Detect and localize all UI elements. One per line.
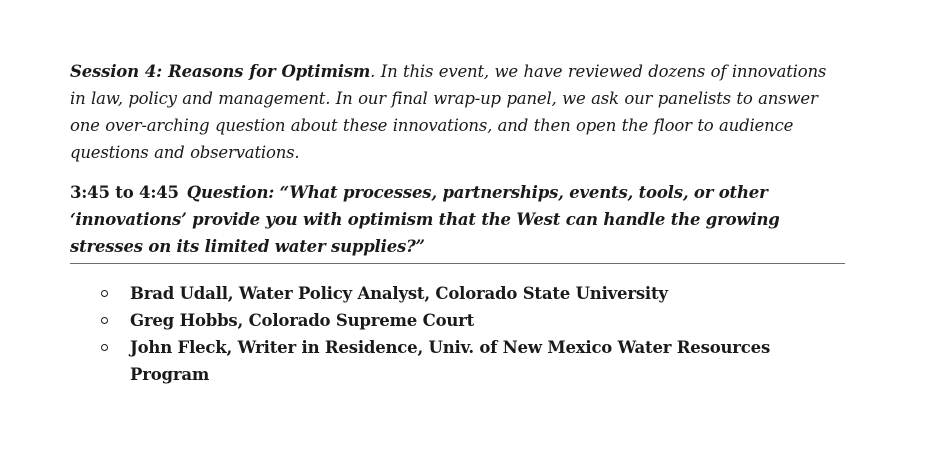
panelist-item bbox=[70, 280, 790, 307]
hollow-circle-bullet-icon bbox=[101, 317, 108, 324]
panelist-item bbox=[70, 334, 790, 388]
hollow-circle-bullet-icon bbox=[101, 344, 108, 351]
session-description: . In this event, we have reviewed dozens of innovations in law, policy and management. In our final wrap-up panel, we ask our panelists to answer one over-arching question about these innovations, and then open the floor to audience questions and observations. bbox=[70, 62, 827, 162]
hollow-circle-bullet-icon bbox=[101, 290, 108, 297]
panelist-item bbox=[70, 307, 790, 334]
panelist-text: John Fleck, Writer in Residence, Univ. of New Mexico Water Resources Program bbox=[130, 338, 771, 384]
session-title: Session 4: Reasons for Optimism bbox=[70, 62, 371, 81]
session-question bbox=[70, 179, 845, 264]
session-time: 3:45 to 4:45 bbox=[70, 183, 179, 202]
panelist-list bbox=[70, 280, 845, 388]
panelist-text: Greg Hobbs, Colorado Supreme Court bbox=[130, 311, 475, 330]
question-text: Question: “What processes, partnerships, events, tools, or other ‘innovations’ provide you with optimism that the West can handle the growing stresses on its limited water supplies?” bbox=[70, 183, 780, 256]
panelist-text: Brad Udall, Water Policy Analyst, Colorado State University bbox=[130, 284, 668, 303]
document-page bbox=[70, 58, 845, 388]
session-intro-paragraph bbox=[70, 58, 845, 166]
